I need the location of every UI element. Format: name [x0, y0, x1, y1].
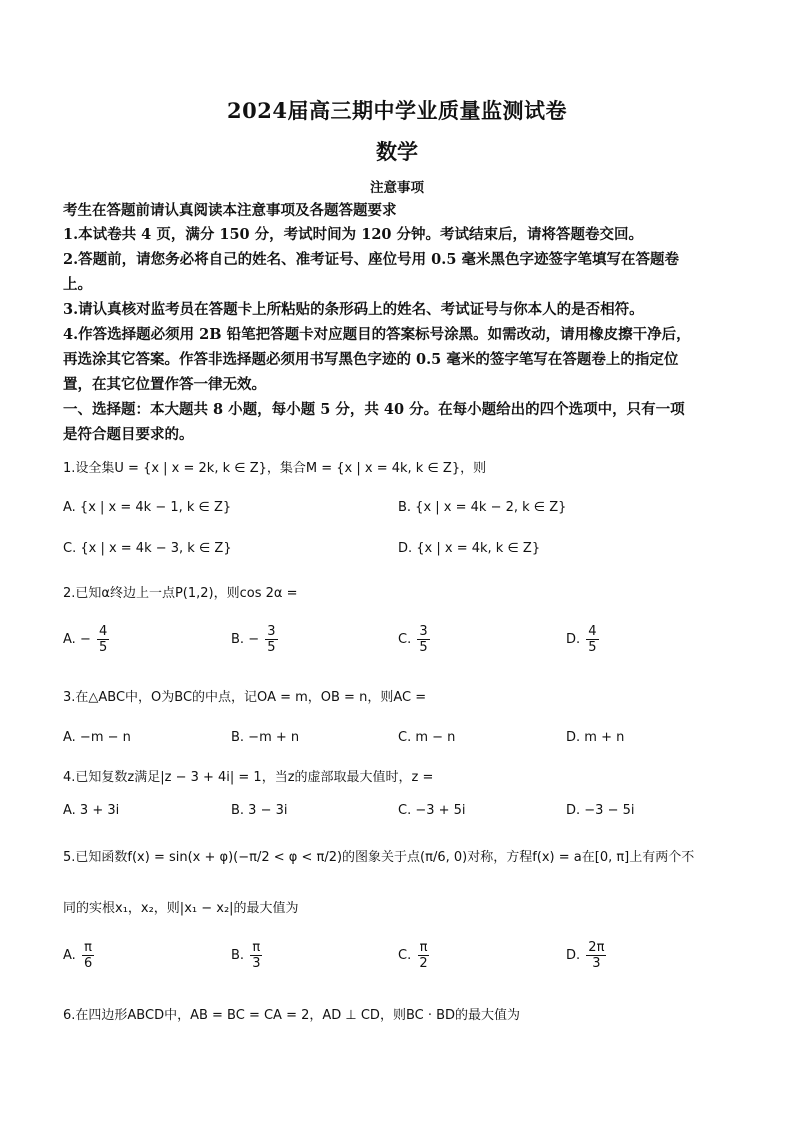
question-4-option-d: D. −3 − 5i — [566, 803, 635, 818]
fraction — [82, 940, 94, 971]
option-label: A. — [63, 948, 76, 963]
denominator: 5 — [98, 640, 108, 655]
denominator: 3 — [592, 956, 601, 971]
denominator: 2 — [419, 956, 428, 971]
denominator: 5 — [588, 640, 597, 655]
question-2-option-a — [63, 624, 111, 655]
fraction — [417, 940, 429, 971]
question-1-option-a: A. {x | x = 4k − 1, k ∈ Z} — [63, 500, 232, 515]
question-5-stem-line1: 5.已知函数f(x) = sin(x + φ)(−π/2 < φ < π/2)的图象关于点(π/6, 0)对称，方程f(x) = a在[0, π]上有两个不 — [63, 850, 695, 865]
option-label: C. — [398, 632, 412, 647]
denominator: 3 — [252, 956, 261, 971]
notice-item-4-line1: 4.作答选择题必须用 2B 铅笔把答题卡对应题目的答案标号涂黑。如需改动，请用橡皮擦干净后， — [63, 326, 691, 343]
option-label: D. — [566, 948, 581, 963]
question-2-option-c — [398, 624, 432, 655]
fraction — [586, 624, 598, 655]
option-label: B. — [231, 948, 245, 963]
question-5-stem-line2: 同的实根x₁，x₂，则|x₁ − x₂|的最大值为 — [63, 901, 299, 916]
minus-sign: − — [79, 632, 91, 647]
option-label: D. — [566, 632, 581, 647]
option-label: A. — [63, 632, 76, 647]
question-1-option-c: C. {x | x = 4k − 3, k ∈ Z} — [63, 541, 232, 556]
numerator: 4 — [588, 624, 597, 639]
fraction — [97, 624, 109, 655]
question-3-option-b: B. −m + n — [231, 730, 300, 745]
question-3-option-d: D. m + n — [566, 730, 625, 745]
notice-item-2-line2: 上。 — [63, 276, 92, 293]
question-5-option-c — [398, 940, 432, 971]
question-5-option-d — [566, 940, 608, 971]
notice-intro: 考生在答题前请认真阅读本注意事项及各题答题要求 — [63, 202, 397, 219]
notice-item-4-line2: 再选涂其它答案。作答非选择题必须用书写黑色字迹的 0.5 毫米的签字笔写在答题卷上的指定位 — [63, 351, 679, 368]
section1-heading-line1: 一、选择题：本大题共 8 小题，每小题 5 分，共 40 分。在每小题给出的四个选项中，只有一项 — [63, 401, 685, 418]
question-4-option-c: C. −3 + 5i — [398, 803, 466, 818]
question-5-option-b — [231, 940, 264, 971]
question-2-stem: 2.已知α终边上一点P(1,2)，则cos 2α = — [63, 586, 298, 601]
minus-sign: − — [248, 632, 260, 647]
question-5-option-a — [63, 940, 96, 971]
exam-title: 2024届高三期中学业质量监测试卷 — [227, 98, 567, 123]
numerator: 2π — [588, 940, 605, 955]
numerator: π — [84, 940, 92, 955]
question-6-stem: 6.在四边形ABCD中，AB = BC = CA = 2，AD ⊥ CD，则BC · BD的最大值为 — [63, 1008, 521, 1023]
question-3-option-c: C. m − n — [398, 730, 456, 745]
notice-heading: 注意事项 — [370, 180, 424, 196]
question-4-option-a: A. 3 + 3i — [63, 803, 120, 818]
question-2-option-b — [231, 624, 280, 655]
fraction — [586, 940, 606, 971]
notice-item-1: 1.本试卷共 4 页，满分 150 分，考试时间为 120 分钟。考试结束后，请将答题卷交回。 — [63, 226, 644, 243]
fraction — [417, 624, 429, 655]
option-label: C. — [398, 948, 412, 963]
denominator: 5 — [267, 640, 276, 655]
notice-item-4-line3: 置，在其它位置作答一律无效。 — [63, 376, 266, 393]
fraction — [265, 624, 277, 655]
numerator: 4 — [98, 624, 108, 639]
question-2-option-d — [566, 624, 601, 655]
question-3-option-a: A. −m − n — [63, 730, 131, 745]
numerator: π — [419, 940, 428, 955]
numerator: 3 — [419, 624, 428, 639]
section1-heading-line2: 是符合题目要求的。 — [63, 426, 194, 443]
question-1-option-d: D. {x | x = 4k, k ∈ Z} — [398, 541, 541, 556]
question-4-stem: 4.已知复数z满足|z − 3 + 4i| = 1，当z的虚部取最大值时，z = — [63, 770, 434, 785]
question-3-stem: 3.在△ABC中，O为BC的中点，记OA = m，OB = n，则AC = — [63, 690, 427, 705]
question-1-option-b: B. {x | x = 4k − 2, k ∈ Z} — [398, 500, 567, 515]
denominator: 5 — [419, 640, 428, 655]
notice-item-3: 3.请认真核对监考员在答题卡上所粘贴的条形码上的姓名、考试证号与你本人的是否相符。 — [63, 301, 644, 318]
numerator: 3 — [267, 624, 276, 639]
question-4-option-b: B. 3 − 3i — [231, 803, 288, 818]
option-label: B. — [231, 632, 245, 647]
numerator: π — [252, 940, 261, 955]
question-1-stem: 1.设全集U = {x | x = 2k, k ∈ Z}，集合M = {x | x = 4k, k ∈ Z}，则 — [63, 461, 487, 476]
fraction — [250, 940, 262, 971]
subject-title: 数学 — [376, 139, 418, 164]
notice-item-2-line1: 2.答题前，请您务必将自己的姓名、准考证号、座位号用 0.5 毫米黑色字迹签字笔填写在答题卷 — [63, 251, 679, 268]
denominator: 6 — [83, 956, 93, 971]
